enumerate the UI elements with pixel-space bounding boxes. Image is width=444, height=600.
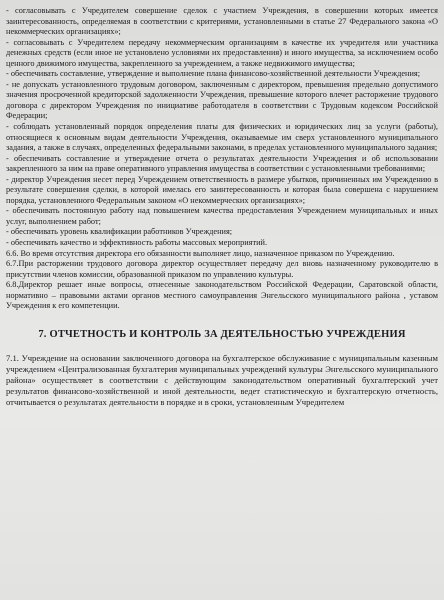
paragraph: 6.6. Во время отсутствия директора его обязанности выполняет лицо, назначенное приказом по Учреждению. bbox=[6, 248, 395, 258]
paragraph: - не допускать установленного трудовым договором, заключенным с директором, превышения предельно допустимого значения просроченной кредиторской задолженности Учреждения, превышение которого влечет расторжение трудового договора с директором Учреждения по инициативе работодателя в соответствии с Трудовым кодексом Российской Федерации; bbox=[6, 79, 438, 121]
document-text bbox=[6, 6, 438, 408]
paragraph: - обеспечивать составление и утверждение отчета о результатах деятельности Учреждения и об использовании закрепленного за ним на праве оперативного управления имущества в соответствии с установленными требованиями; bbox=[6, 153, 438, 174]
paragraph: - обеспечивать составление, утверждение и выполнение плана финансово-хозяйственной деятельности Учреждения; bbox=[6, 69, 421, 79]
paragraph: - директор Учреждения несет перед Учреждением ответственность в размере убытков, причиненных им Учреждению в результате совершения сделки, в которой имелась его заинтересованность и которая была совершена с нарушением порядка, установленного Федеральным законом «О некоммерческих организациях»; bbox=[6, 174, 438, 205]
paragraph: - согласовывать с Учредителем совершение сделок с участием Учреждения, в совершении которых имеется заинтересованность, определяемая в соответствии с критериями, установленными в статье 27 Федерального закона «О некоммерческих организациях»; bbox=[6, 6, 438, 37]
section-heading: 7. ОТЧЕТНОСТЬ И КОНТРОЛЬ ЗА ДЕЯТЕЛЬНОСТЬЮ УЧРЕЖДЕНИЯ bbox=[38, 328, 406, 340]
paragraph: 6.8.Директор решает иные вопросы, отнесенные законодательством Российской Федерации, Саратовской области, нормативно – правовыми актами органов местного самоуправления Энгельсского муниципального района , уставом Учреждения к его компетенции. bbox=[6, 280, 438, 311]
paragraph: - обеспечивать качество и эффективность работы массовых мероприятий. bbox=[6, 238, 268, 248]
paragraph: 6.7.При расторжении трудового договора директор осуществляет передачу дел вновь назначенному руководителю в присутствии членов комиссии, образованной приказом по управлению культуры. bbox=[6, 259, 438, 279]
section-paragraph: 7.1. Учреждение на основании заключенного договора на бухгалтерское обслуживание с муниципальным казенным учреждением «Централизованная бухгалтерия муниципальных учреждений культуры Энгельсского муниципального района» осуществляет в соответствии с действующим законодательством оперативный бухгалтерский учет результатов финансово-хозяйственной и иной деятельности, ведет статистическую и бухгалтерскую отчетность, отчитывается о результатах деятельности в порядке и в сроки, установленным Учредителем bbox=[6, 352, 438, 407]
paragraph: - обеспечивать постоянную работу над повышением качества предоставления Учреждением муниципальных и иных услуг, выполнением работ; bbox=[6, 206, 438, 226]
paragraph: - обеспечивать уровень квалификации работников Учреждения; bbox=[6, 227, 233, 237]
paragraph: - согласовывать с Учредителем передачу некоммерческим организациям в качестве их учредителя или участника денежных средств (если иное не установлено условиями их предоставления) и иного имущества, за исключением особо ценного движимого имущества, закрепленного за учреждением, а также недвижимого имущества; bbox=[6, 37, 438, 68]
paragraph: - соблюдать установленный порядок определения платы для физических и юридических лиц за услуги (работы), относящиеся к основным видам деятельности Учреждения, оказываемые им сверх установленного муниципального задания, а также в случаях, определенных федеральными законами, в пределах установленного муниципального задания; bbox=[6, 122, 438, 153]
